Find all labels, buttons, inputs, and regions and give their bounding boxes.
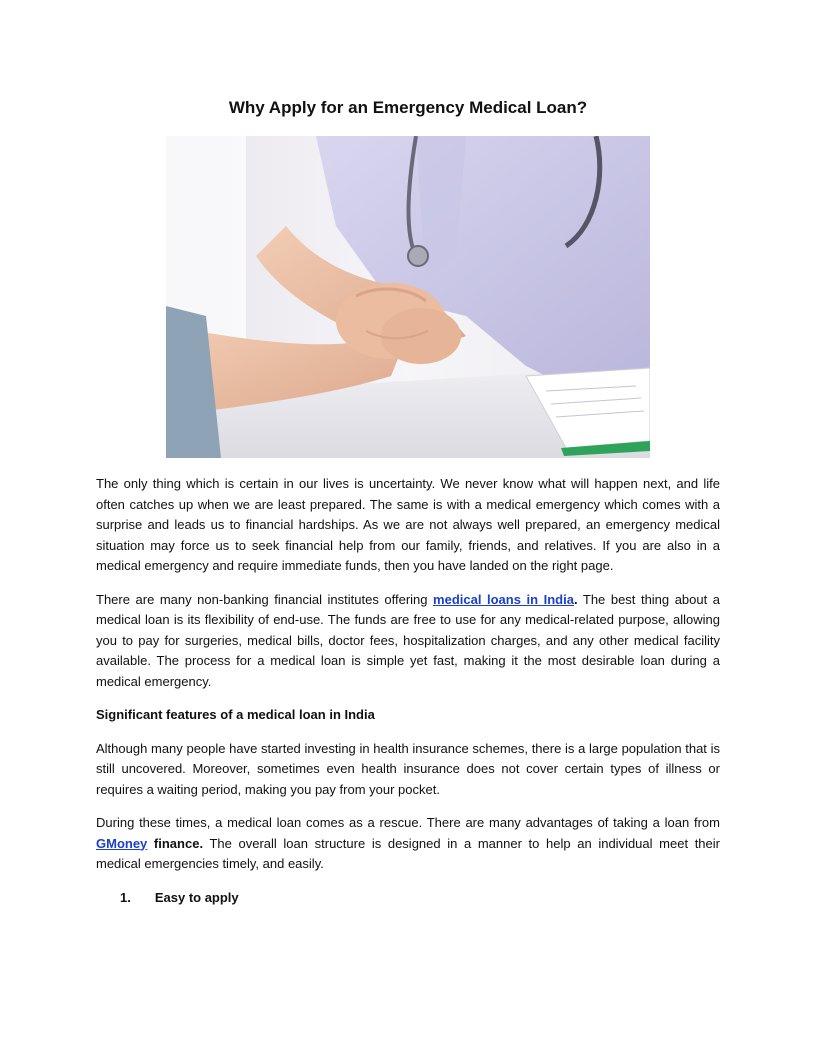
nbfc-text-end: The best thing about a medical loan is its flexibility of end-use. The funds are free to use for any medical-related purpose, allowing you to pay for surgeries, medical bills, doctor fees, hospitalization charges, and any other medical facility available. The process for a medical loan is simple yet fast, making it the most desirable loan during a medical emergency. <box>96 591 720 689</box>
nbfc-paragraph <box>96 590 720 693</box>
insurance-paragraph: Although many people have started investing in health insurance schemes, there is a large population that is still uncovered. Moreover, sometimes even health insurance does not cover certain types of illness or requires a waiting period, making you pay from your pocket. <box>96 740 720 797</box>
rescue-paragraph <box>96 813 720 875</box>
rescue-text-start: During these times, a medical loan comes as a rescue. There are many advantages of taking a loan from <box>96 815 720 830</box>
section-heading: Significant features of a medical loan in India <box>96 707 375 722</box>
medical-loans-link[interactable]: medical loans in India <box>433 591 574 607</box>
article-body <box>96 474 720 908</box>
list-item <box>96 888 720 909</box>
nbfc-text-start: There are many non-banking financial institutes offering <box>96 591 434 607</box>
gmoney-link[interactable]: GMoney <box>96 835 148 851</box>
list-number: 1. <box>120 889 131 905</box>
finance-bold: finance. <box>147 835 204 851</box>
hero-image <box>166 136 650 458</box>
intro-paragraph: The only thing which is certain in our lives is uncertainty. We never know what will happen next, and life often catches up when we are least prepared. The same is with a medical emergency which comes with a surprise and leads us to financial hardships. As we are not always well prepared, an emergency medical situation may force us to seek financial help from our family, friends, and relatives. If you are also in a medical emergency and require immediate funds, then you have landed on the right page. <box>96 476 720 573</box>
list-item-text: Easy to apply <box>154 889 239 905</box>
nbfc-dot: . <box>573 591 578 607</box>
rescue-text-end: The overall loan structure is designed in a manner to help an individual meet their medical emergencies timely, and easily. <box>96 835 720 871</box>
page-title: Why Apply for an Emergency Medical Loan? <box>228 98 588 117</box>
feature-list <box>96 888 720 909</box>
hands-holding-photo <box>166 136 650 458</box>
